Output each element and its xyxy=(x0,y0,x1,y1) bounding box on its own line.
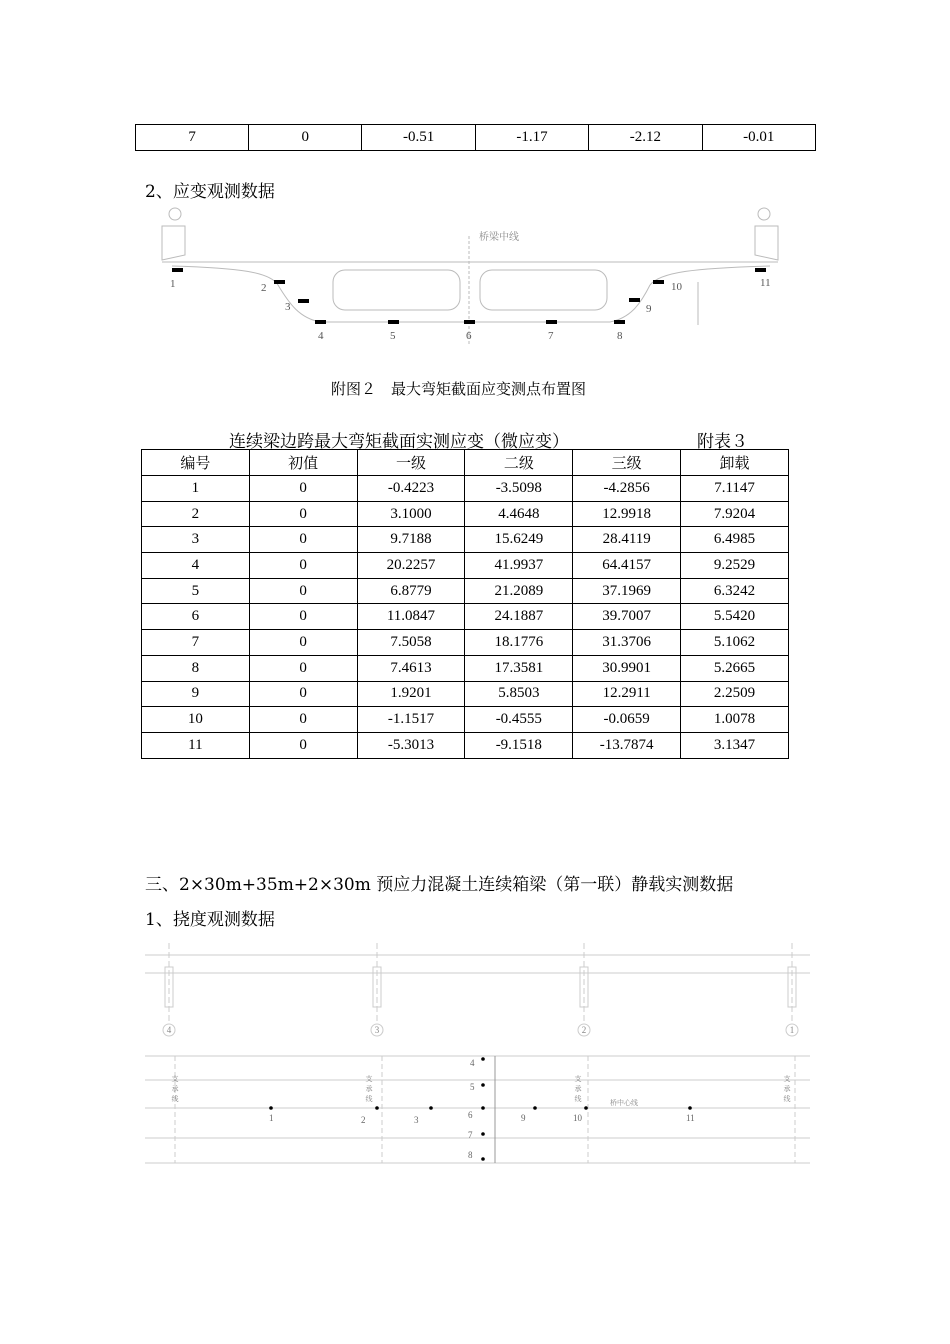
point-label: 11 xyxy=(686,1113,695,1123)
table-cell: 2.2509 xyxy=(681,681,789,707)
table-cell: 5.5420 xyxy=(681,604,789,630)
table-cell: -13.7874 xyxy=(573,732,681,758)
gauge-6 xyxy=(464,320,475,324)
table-cell: 64.4157 xyxy=(573,553,681,579)
support-label: 线 xyxy=(365,1095,373,1103)
table-cell: 12.9918 xyxy=(573,501,681,527)
table-cell: 10 xyxy=(142,707,250,733)
gauge-labels xyxy=(170,277,771,342)
gauge-label: 7 xyxy=(548,330,554,342)
table-cell: 24.1887 xyxy=(465,604,573,630)
table-cell: 5.8503 xyxy=(465,681,573,707)
table-cell: -5.3013 xyxy=(357,732,465,758)
center-line-label: 桥梁中线 xyxy=(479,232,519,243)
table-row xyxy=(142,501,789,527)
table-cell: -1.17 xyxy=(475,125,588,151)
point-1 xyxy=(269,1106,273,1110)
point-10 xyxy=(584,1106,588,1110)
table-row xyxy=(136,125,816,151)
table-cell: 39.7007 xyxy=(573,604,681,630)
gauge-10 xyxy=(653,280,664,284)
support-label: 线 xyxy=(783,1095,791,1103)
point-6 xyxy=(481,1106,485,1110)
table-row xyxy=(142,578,789,604)
table-cell: 3.1000 xyxy=(357,501,465,527)
table-cell: -2.12 xyxy=(589,125,702,151)
table-cell: -0.4555 xyxy=(465,707,573,733)
point-8 xyxy=(481,1157,485,1161)
table-header-cell: 编号 xyxy=(142,450,250,476)
gauge-5 xyxy=(388,320,399,324)
table-cell: 0 xyxy=(249,125,362,151)
gauge-label: 2 xyxy=(261,282,267,294)
table-cell: 9 xyxy=(142,681,250,707)
table-cell: 5.2665 xyxy=(681,655,789,681)
table-cell: 21.2089 xyxy=(465,578,573,604)
table-cell: 9.2529 xyxy=(681,553,789,579)
support-label: 承 xyxy=(171,1085,179,1093)
table-cell: 17.3581 xyxy=(465,655,573,681)
table-header-cell: 卸载 xyxy=(681,450,789,476)
table-row xyxy=(142,732,789,758)
gauge-label: 3 xyxy=(285,301,291,313)
table-cell: 3.1347 xyxy=(681,732,789,758)
table-row xyxy=(142,681,789,707)
table-row xyxy=(142,655,789,681)
point-label: 8 xyxy=(468,1150,473,1160)
table-cell: 31.3706 xyxy=(573,630,681,656)
table-header-row xyxy=(142,450,789,476)
table-cell: -0.51 xyxy=(362,125,475,151)
support-label: 线 xyxy=(171,1095,179,1103)
table-cell: 2 xyxy=(142,501,250,527)
point-label: 10 xyxy=(573,1113,582,1123)
table-cell: 0 xyxy=(249,707,357,733)
table-cell: 0 xyxy=(249,501,357,527)
axis-label: 1 xyxy=(789,1025,795,1035)
point-11 xyxy=(688,1106,692,1110)
table-cell: 20.2257 xyxy=(357,553,465,579)
point-label: 5 xyxy=(470,1082,475,1092)
table-cell: 15.6249 xyxy=(465,527,573,553)
table-header-cell: 初值 xyxy=(249,450,357,476)
gauge-4 xyxy=(315,320,326,324)
table-header-cell: 二级 xyxy=(465,450,573,476)
point-label: 4 xyxy=(470,1058,475,1068)
table-header-cell: 三级 xyxy=(573,450,681,476)
gauge-label: 9 xyxy=(646,303,652,315)
table-cell: -9.1518 xyxy=(465,732,573,758)
table-row xyxy=(142,707,789,733)
point-5 xyxy=(481,1083,485,1087)
table-row xyxy=(142,630,789,656)
point-label: 7 xyxy=(468,1130,473,1140)
point-4 xyxy=(481,1057,485,1061)
table-cell: 4 xyxy=(142,553,250,579)
table-cell: 5.1062 xyxy=(681,630,789,656)
axis-label: 4 xyxy=(166,1025,172,1035)
table-cell: 6.3242 xyxy=(681,578,789,604)
table-cell: 1.0078 xyxy=(681,707,789,733)
point-3 xyxy=(429,1106,433,1110)
gauge-9 xyxy=(629,298,640,302)
table-cell: 30.9901 xyxy=(573,655,681,681)
support-line-labels xyxy=(172,1074,791,1103)
gauge-label: 8 xyxy=(617,330,623,342)
table-cell: 4.4648 xyxy=(465,501,573,527)
point-7 xyxy=(481,1132,485,1136)
strain-section-figure xyxy=(150,200,790,365)
point-label: 1 xyxy=(269,1113,274,1123)
axis-label: 2 xyxy=(581,1025,587,1035)
section3-heading: 三、2×30m+35m+2×30m 预应力混凝土连续箱梁（第一联）静载实测数据 xyxy=(145,875,734,895)
support-label: 线 xyxy=(574,1095,582,1103)
point-label: 2 xyxy=(361,1115,366,1125)
table-cell: -1.1517 xyxy=(357,707,465,733)
deflection-plan-figure xyxy=(145,943,810,1168)
gauge-label: 6 xyxy=(466,330,472,342)
table-cell: 0 xyxy=(249,630,357,656)
support-label: 支 xyxy=(783,1075,791,1083)
table-cell: 3 xyxy=(142,527,250,553)
gauge-label: 11 xyxy=(760,277,771,289)
table-cell: 9.7188 xyxy=(357,527,465,553)
point-9 xyxy=(533,1106,537,1110)
top-table xyxy=(135,124,816,151)
table-cell: -0.01 xyxy=(702,125,815,151)
table-cell: 41.9937 xyxy=(465,553,573,579)
table-cell: 18.1776 xyxy=(465,630,573,656)
table-cell: -4.2856 xyxy=(573,476,681,502)
point-label: 9 xyxy=(521,1113,526,1123)
strain-heading: 2、应变观测数据 xyxy=(145,182,275,202)
table-cell: 6.8779 xyxy=(357,578,465,604)
strain-table xyxy=(141,449,789,759)
table-cell: 0 xyxy=(249,604,357,630)
table-cell: 11.0847 xyxy=(357,604,465,630)
table-cell: 0 xyxy=(249,578,357,604)
table-cell: 0 xyxy=(249,655,357,681)
point-label: 6 xyxy=(468,1110,473,1120)
table-cell: -0.4223 xyxy=(357,476,465,502)
table-cell: 8 xyxy=(142,655,250,681)
table-cell: 0 xyxy=(249,732,357,758)
table-cell: 0 xyxy=(249,476,357,502)
table-cell: -3.5098 xyxy=(465,476,573,502)
table-cell: 6.4985 xyxy=(681,527,789,553)
point-label: 3 xyxy=(414,1115,419,1125)
table3-ref: 附表３ xyxy=(697,432,748,452)
table-cell: 7.1147 xyxy=(681,476,789,502)
table-cell: 0 xyxy=(249,553,357,579)
table-cell: 1 xyxy=(142,476,250,502)
support-label: 承 xyxy=(574,1085,582,1093)
gauge-11 xyxy=(755,268,766,272)
table-cell: 7.9204 xyxy=(681,501,789,527)
box-girder-outline xyxy=(162,208,778,345)
table-cell: 6 xyxy=(142,604,250,630)
table-cell: 7 xyxy=(142,630,250,656)
table-cell: 7 xyxy=(136,125,249,151)
plan-outline xyxy=(145,943,810,1163)
point-2 xyxy=(375,1106,379,1110)
gauge-label: 4 xyxy=(318,330,324,342)
support-label: 支 xyxy=(171,1075,179,1083)
table-row xyxy=(142,604,789,630)
support-label: 承 xyxy=(783,1085,791,1093)
table-row xyxy=(142,476,789,502)
table-cell: 37.1969 xyxy=(573,578,681,604)
bridge-center-label: 桥中心线 xyxy=(610,1099,638,1107)
table-cell: 11 xyxy=(142,732,250,758)
table-cell: 7.5058 xyxy=(357,630,465,656)
table-cell: 12.2911 xyxy=(573,681,681,707)
table-row xyxy=(142,553,789,579)
support-label: 支 xyxy=(574,1075,582,1083)
table-cell: 0 xyxy=(249,527,357,553)
axis-label: 3 xyxy=(374,1025,380,1035)
gauge-label: 1 xyxy=(170,278,176,290)
gauge-7 xyxy=(546,320,557,324)
deflection-heading: 1、挠度观测数据 xyxy=(145,910,275,930)
support-label: 承 xyxy=(365,1085,373,1093)
deflection-points xyxy=(269,1057,692,1161)
gauge-3 xyxy=(298,299,309,303)
table-header-cell: 一级 xyxy=(357,450,465,476)
table-cell: 7.4613 xyxy=(357,655,465,681)
gauge-2 xyxy=(274,280,285,284)
support-label: 支 xyxy=(365,1075,373,1083)
table3-title: 连续梁边跨最大弯矩截面实测应变（微应变） xyxy=(229,432,569,452)
gauge-8 xyxy=(614,320,625,324)
table-cell: 1.9201 xyxy=(357,681,465,707)
table-cell: 28.4119 xyxy=(573,527,681,553)
gauge-label: 10 xyxy=(671,281,682,293)
figure2-caption: 附图２ 最大弯矩截面应变测点布置图 xyxy=(331,380,587,398)
table-cell: 5 xyxy=(142,578,250,604)
table-cell: 0 xyxy=(249,681,357,707)
table-row xyxy=(142,527,789,553)
axis-labels xyxy=(167,1025,795,1035)
gauge-1 xyxy=(172,268,183,272)
gauge-label: 5 xyxy=(390,330,396,342)
table-cell: -0.0659 xyxy=(573,707,681,733)
